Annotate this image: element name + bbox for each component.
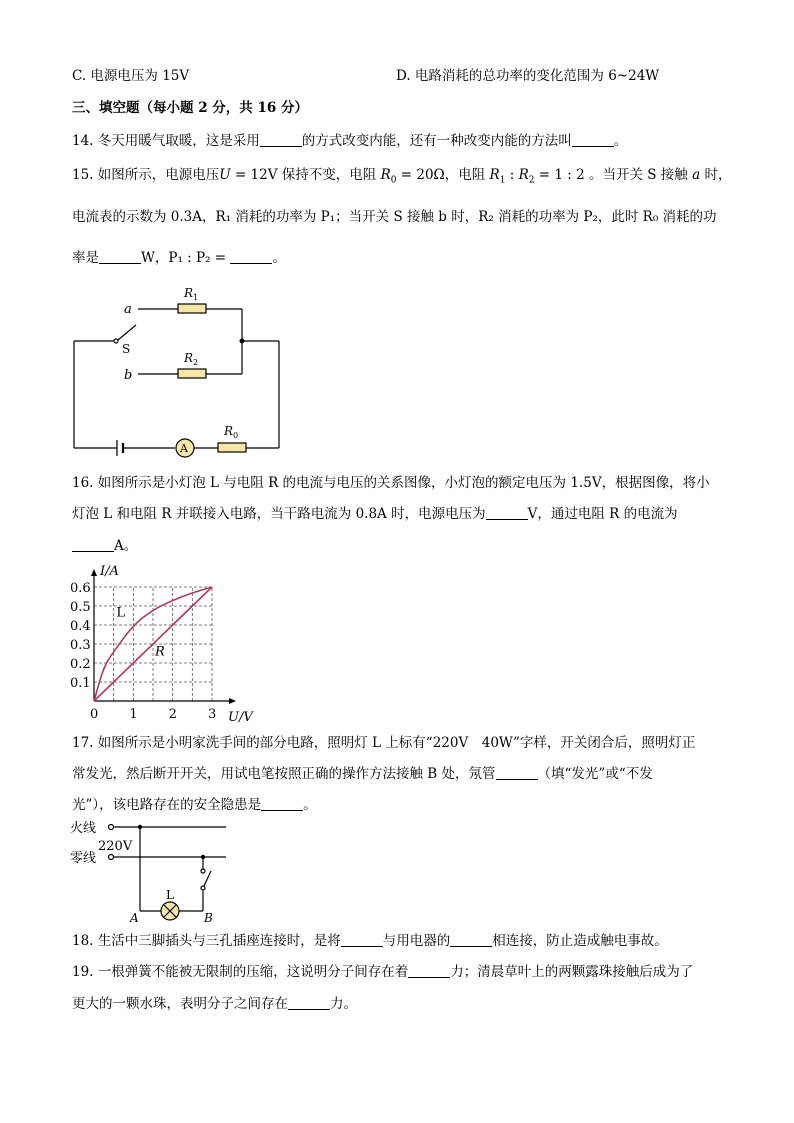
q19-text: 19. 一根弹簧不能被无限制的压缩，这说明分子间存在着 [72,964,409,980]
y-tick-label: 0.1 [70,676,91,691]
iu-chart [66,560,256,725]
q19-blank-2[interactable] [288,995,330,1010]
q18-text: 与用电器的 [382,933,451,949]
circuit-label-r0: R [224,424,234,438]
q15-blank-1[interactable] [99,249,141,264]
circuit-label-r0-sub: 0 [233,431,239,440]
q14-blank-2[interactable] [572,132,614,147]
q19-text: 力；清晨草叶上的两颗露珠接触后成为了 [450,964,694,980]
live-wire-label: 火线 [70,821,97,836]
y-tick-label: 0.4 [70,619,91,634]
q17-text: 。 [303,797,317,813]
q15-text: = 12V 保持不变，电阻 [230,167,381,183]
q18-blank-1[interactable] [341,932,383,947]
y-tick-label: 0.3 [70,638,91,653]
circuit-label-r2-sub: 2 [193,358,199,367]
question-16-line-3 [72,537,137,555]
question-14 [72,132,627,150]
point-a-label: A [130,911,139,925]
lamp-label: L [166,888,174,902]
q15-text: = 20Ω，电阻 [396,167,490,183]
q18-text: 18. 生活中三脚插头与三孔插座连接时，是将 [72,933,341,949]
option-d: D. 电路消耗的总功率的变化范围为 6~24W [396,68,660,84]
q16-blank-2[interactable] [72,537,114,552]
circuit-label-s: S [122,342,131,356]
q15-var-u: U [219,167,231,183]
question-17-line-3 [72,796,317,814]
q16-blank-1[interactable] [486,505,528,520]
question-15-line-2: 电流表的示数为 0.3A，R₁ 消耗的功率为 P₁；当开关 S 接触 b 时，R₂ 消耗的功率为 P₂，此时 R₀ 消耗的功 [72,209,717,225]
q15-text: 15. 如图所示，电源电压 [72,167,220,183]
q15-text: = 1 : 2 。当开关 S 接触 [534,167,693,183]
y-axis-arrow [91,569,97,576]
q15-text: 时， [700,167,732,183]
q17-blank-2[interactable] [261,796,303,811]
series-r-label: R [154,644,165,660]
x-tick-label: 1 [129,707,138,722]
q15-text: W，P₁ : P₂ = [141,250,231,266]
y-tick-label: 0.6 [70,581,91,596]
question-15-line-3 [72,249,286,267]
q14-text-1: 14. 冬天用暖气取暖，这是采用 [72,133,260,149]
q17-household-circuit [70,815,240,925]
q14-blank-1[interactable] [260,132,302,147]
q17-text: （填“发光”或“不发 [537,766,653,782]
q15-var-r2: R [518,167,529,183]
circuit-label-a: a [124,302,132,317]
question-17-line-2 [72,765,653,783]
q19-blank-1[interactable] [408,963,450,978]
y-axis-label: I/A [100,564,119,579]
q18-blank-2[interactable] [450,932,492,947]
y-tick-label: 0.2 [70,657,91,672]
circuit-label-r1-sub: 1 [193,293,199,302]
q16-text: A。 [114,538,138,554]
q19-text: 力。 [330,996,357,1012]
q15-circuit-diagram [60,278,300,458]
q17-text: 常发光，然后断开开关，用试电笔按照正确的操作方法接触 B 处，氖管 [72,766,496,782]
question-19-line-2 [72,995,357,1013]
circuit-label-r2: R [184,351,194,365]
neutral-wire-label: 零线 [70,851,97,866]
section-heading: 三、填空题（每小题 2 分，共 16 分） [72,100,308,116]
x-tick-label: 0 [90,707,99,722]
q19-text: 更大的一颗水珠，表明分子之间存在 [72,996,288,1012]
question-17-line-1: 17. 如图所示是小明家洗手间的部分电路，照明灯 L 上标有“220V 40W”字样，开关闭合后，照明灯正 [72,735,696,751]
q16-text: 灯泡 L 和电阻 R 并联接入电路，当干路电流为 0.8A 时，电源电压为 [72,506,486,522]
circuit-label-b: b [124,368,133,383]
series-l-label: L [116,605,126,621]
q15-var-r0: R [380,167,391,183]
y-tick-label: 0.5 [70,600,91,615]
x-tick-label: 2 [168,707,177,722]
q15-text: 。 [272,250,286,266]
question-16-line-2 [72,505,678,523]
q16-text: V，通过电阻 R 的电流为 [527,506,678,522]
q18-text: 相连接，防止造成触电事故。 [492,933,668,949]
question-19-line-1 [72,963,693,981]
ammeter-label: A [180,442,188,455]
q15-text: : [505,167,519,183]
q17-text: 光”），该电路存在的安全隐患是 [72,797,262,813]
q15-blank-2[interactable] [230,249,272,264]
question-15-line-1: 15. 如图所示，电源电压U = 12V 保持不变，电阻 $R_0 = 20\Omega$，电阻 $R_1$ : $R_2 = 1$ : 2 。当开关 S 接触 a 时， [72,167,732,186]
q14-text-3: 。 [613,133,628,149]
q15-var-r1: R [489,167,500,183]
x-tick-label: 3 [208,707,217,722]
question-18 [72,932,668,950]
point-b-label: B [204,911,213,925]
circuit-label-r1: R [184,286,194,300]
q17-blank-1[interactable] [496,765,538,780]
q15-var-a: a [692,167,701,183]
voltage-label: 220V [98,839,133,854]
x-axis-label: U/V [228,710,253,725]
option-c: C. 电源电压为 15V [72,68,190,84]
q15-text: 率是 [72,250,99,266]
q14-text-2: 的方式改变内能，还有一种改变内能的方法叫 [301,133,572,149]
x-axis-arrow [229,698,236,704]
question-16-line-1: 16. 如图所示是小灯泡 L 与电阻 R 的电流与电压的关系图像，小灯泡的额定电压为 1.5V，根据图像，将小 [72,475,710,491]
